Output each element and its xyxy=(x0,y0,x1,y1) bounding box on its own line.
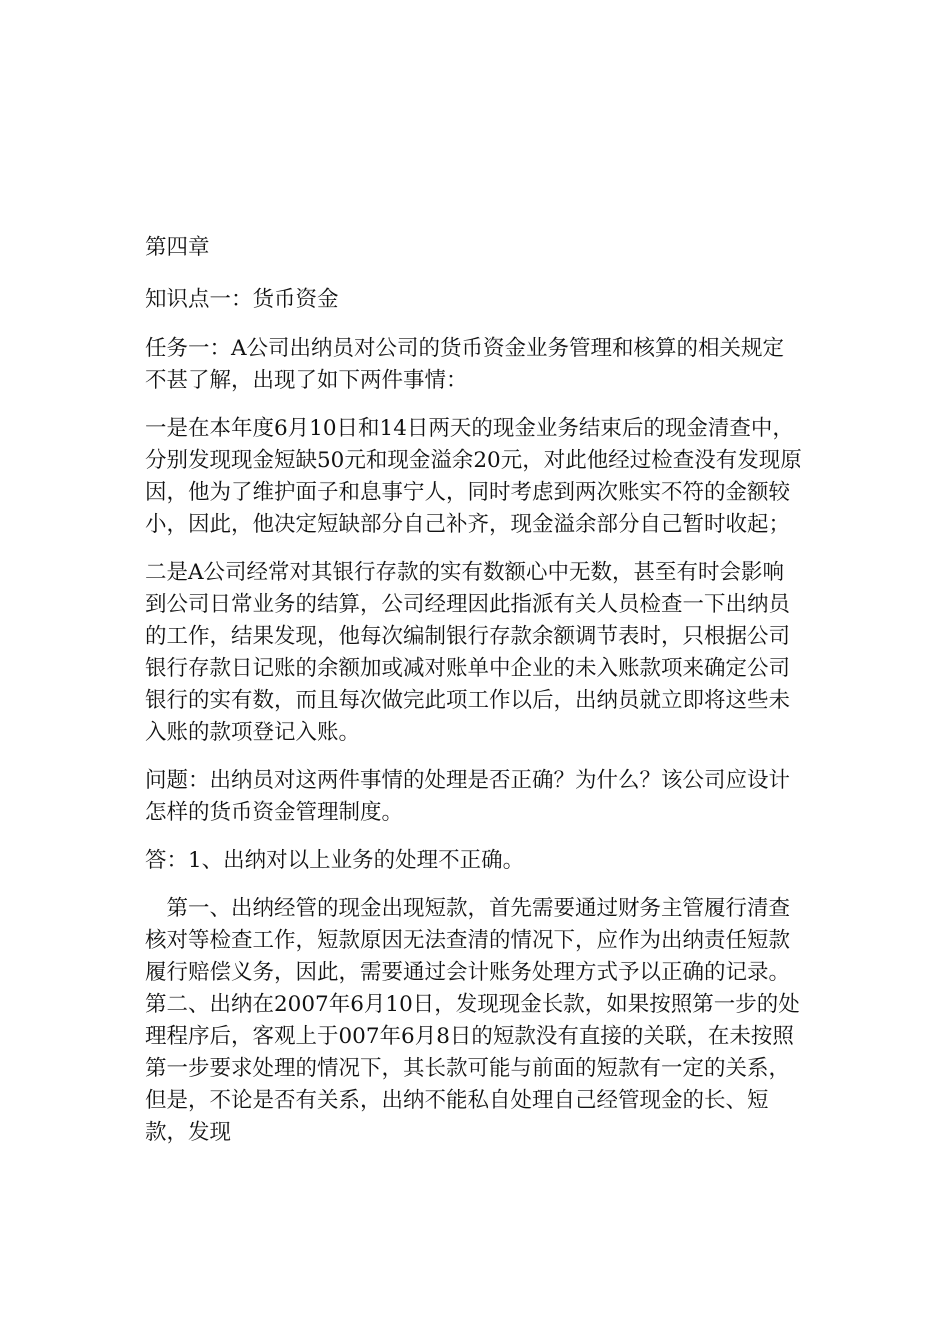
knowledge-point-heading: 知识点一：货币资金 xyxy=(145,287,339,312)
answer-body-paragraph: 第一、出纳经管的现金出现短款，首先需要通过财务主管履行清查核对等检查工作，短款原因无法查清的情况下，应作为出纳责任短款履行赔偿义务，因此，需要通过会计账务处理方式予以正确的记录。 第二、出纳在2007年6月10日，发现现金长款，如果按照第一步的处理程序后，客观上于007年6月8日的短款没有直接的关联，在未按照第一步要求处理的情况下，其长款可能与前面的短款有一定的关系，但是，不论是否有关系，出纳不能私自处理自己经管现金的长、短款，发现 xyxy=(145,896,801,1145)
case-two-paragraph: 二是A公司经常对其银行存款的实有数额心中无数，甚至有时会影响到公司日常业务的结算，公司经理因此指派有关人员检查一下出纳员的工作，结果发现，他每次编制银行存款余额调节表时，只根据公司银行存款日记账的余额加或减对账单中企业的未入账款项来确定公司银行的实有数，而且每次做完此项工作以后，出纳员就立即将这些未入账的款项登记入账。 xyxy=(145,560,791,745)
answer-intro-paragraph: 答：1、出纳对以上业务的处理不正确。 xyxy=(145,848,525,873)
question-paragraph: 问题：出纳员对这两件事情的处理是否正确？为什么？该公司应设计怎样的货币资金管理制度。 xyxy=(145,768,791,825)
document-body xyxy=(145,232,805,1149)
case-one-paragraph: 一是在本年度6月10日和14日两天的现金业务结束后的现金清查中，分别发现现金短缺50元和现金溢余20元，对此他经过检查没有发现原因，他为了维护面子和息事宁人，同时考虑到两次账实不符的金额较小，因此，他决定短缺部分自己补齐，现金溢余部分自己暂时收起； xyxy=(145,416,802,537)
task-paragraph: 任务一：A公司出纳员对公司的货币资金业务管理和核算的相关规定不甚了解，出现了如下两件事情： xyxy=(145,336,785,393)
chapter-heading: 第四章 xyxy=(145,235,210,260)
